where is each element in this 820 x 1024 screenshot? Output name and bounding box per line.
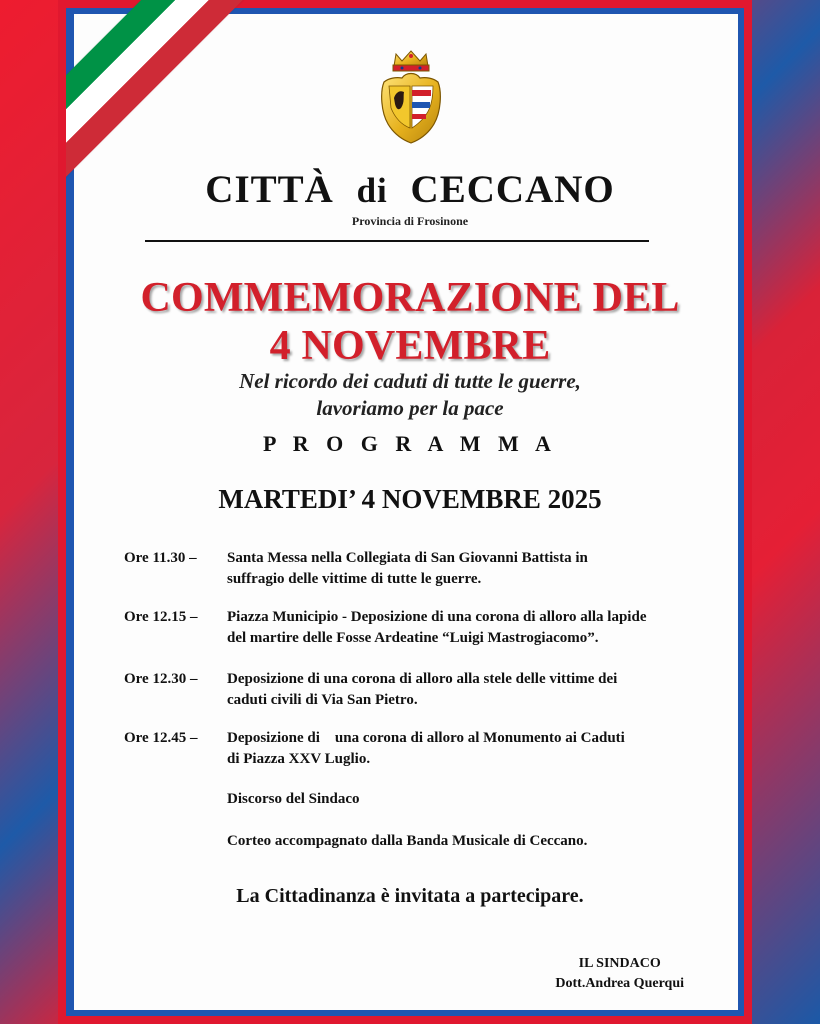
program-label: P R O G R A M M A — [263, 431, 557, 456]
schedule-description-line: di Piazza XXV Luglio. — [227, 751, 371, 767]
headline-line-1: COMMEMORAZIONE DEL — [140, 275, 680, 321]
signature-name: Dott.Andrea Querqui — [555, 976, 684, 991]
schedule-time: Ore 12.30 – — [124, 671, 198, 687]
extra-event-text: Corteo accompagnato dalla Banda Musicale di Ceccano. — [227, 833, 588, 849]
schedule-time: Ore 12.15 – — [124, 609, 198, 625]
schedule-description — [227, 669, 727, 711]
tagline-line-1: Nel ricordo dei caduti di tutte le guerre, — [239, 369, 581, 393]
event-tagline — [66, 368, 754, 422]
city-prefix: CITTÀ — [205, 168, 334, 211]
schedule-description-line: Santa Messa nella Collegiata di San Giovanni Battista in — [227, 550, 588, 566]
event-date: MARTEDI’ 4 NOVEMBRE 2025 — [218, 484, 602, 514]
schedule-description-line: Deposizione di una corona di alloro alla stele delle vittime dei — [227, 671, 618, 687]
schedule-description-line: del martire delle Fosse Ardeatine “Luigi Mastrogiacomo”. — [227, 630, 599, 646]
schedule-description — [227, 728, 727, 770]
tagline-line-2: lavoriamo per la pace — [316, 396, 504, 420]
title-divider — [145, 240, 649, 242]
schedule-description — [227, 607, 727, 649]
extra-event-text: Discorso del Sindaco — [227, 791, 360, 807]
schedule-description — [227, 548, 727, 590]
city-title — [66, 167, 754, 212]
invitation-text: La Cittadinanza è invitata a partecipare. — [236, 885, 584, 907]
schedule-description-line: caduti civili di Via San Pietro. — [227, 692, 418, 708]
signature-role: IL SINDACO — [578, 956, 661, 971]
city-name: CECCANO — [410, 168, 615, 211]
province-label: Provincia di Frosinone — [351, 214, 469, 228]
schedule-description-line: Piazza Municipio - Deposizione di una corona di alloro alla lapide — [227, 609, 647, 625]
mayor-signature — [555, 954, 684, 994]
schedule-description-line: suffragio delle vittime di tutte le guerre. — [227, 571, 482, 587]
headline-line-2: 4 NOVEMBRE — [269, 323, 551, 369]
city-connector: di — [356, 171, 388, 210]
schedule-time: Ore 11.30 – — [124, 550, 197, 566]
schedule-time: Ore 12.45 – — [124, 730, 198, 746]
event-headline — [66, 274, 754, 370]
schedule-description-line: Deposizione di una corona di alloro al Monumento ai Caduti — [227, 730, 625, 746]
coat-of-arms-icon — [378, 48, 444, 146]
